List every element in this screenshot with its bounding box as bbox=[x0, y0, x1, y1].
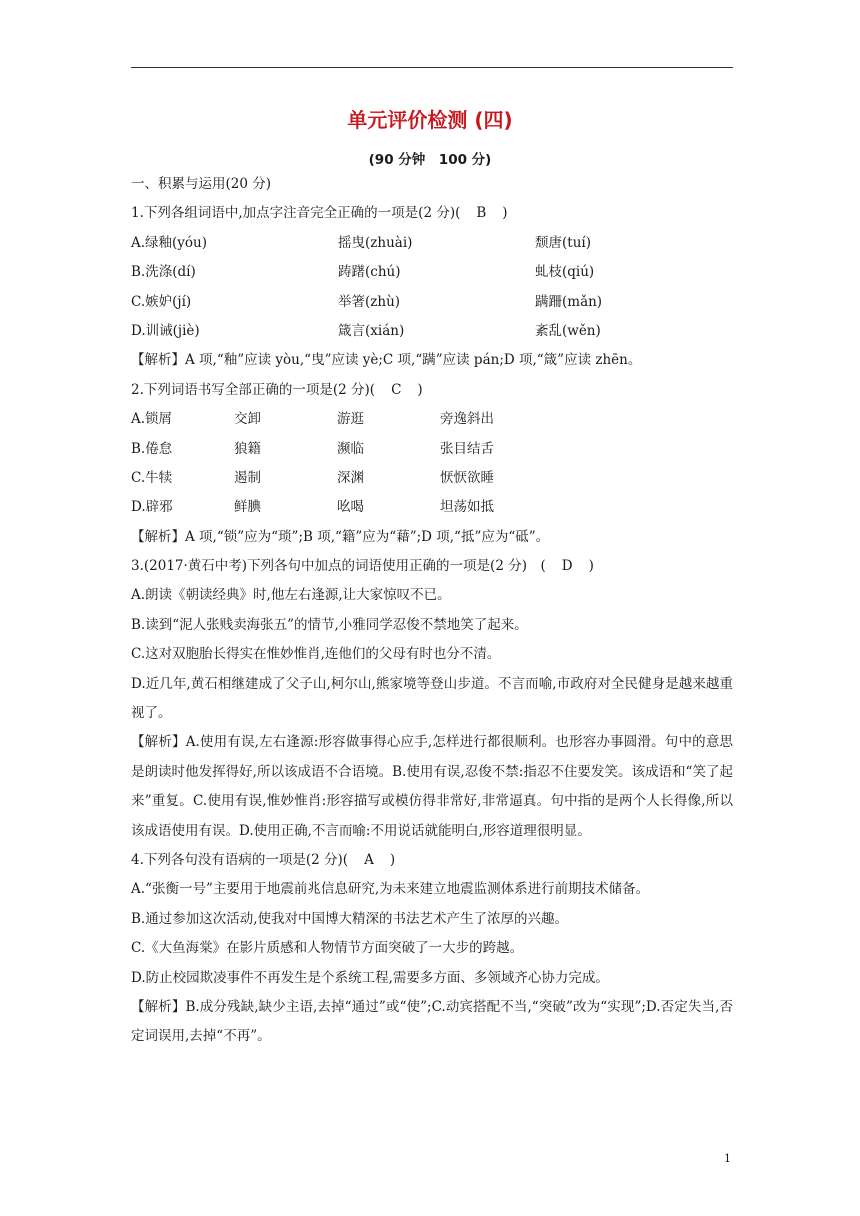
option-row: B.倦怠 狼籍 濒临 张目结舌 bbox=[131, 440, 494, 457]
option-row: D.辟邪 鲜腆 吆喝 坦荡如抵 bbox=[131, 499, 494, 516]
analysis: 【解析】B.成分残缺,缺少主语,去掉“通过”或“使”;C.动宾搭配不当,“突破”改为“实现”;D.否定失当,否定词误用,去掉“不再”。 bbox=[131, 999, 733, 1045]
option-row: A.锁屑 交卸 游逛 旁逸斜出 bbox=[131, 411, 494, 428]
page-title: 单元评价检测 (四) bbox=[347, 108, 513, 132]
analysis: 【解析】A 项,“釉”应读 yòu,“曳”应读 yè;C 项,“蹒”应读 pán;D 项,“箴”应读 zhēn。 bbox=[131, 352, 642, 369]
answer: A bbox=[364, 852, 374, 869]
option-line: B.读到“泥人张贱卖海张五”的情节,小雅同学忍俊不禁地笑了起来。 bbox=[131, 616, 528, 633]
option-row: A.绿釉(yóu) 摇曳(zhuài) 颓唐(tuí) bbox=[131, 234, 591, 251]
question-2-stem: 2.下列词语书写全部正确的一项是(2 分)( C ) bbox=[131, 376, 733, 405]
page-number: 1 bbox=[724, 1152, 731, 1165]
option-line: A.“张衡一号”主要用于地震前兆信息研究,为未来建立地震监测体系进行前期技术储备。 bbox=[131, 881, 650, 898]
option-line: A.朗读《朝读经典》时,他左右逢源,让大家惊叹不已。 bbox=[131, 587, 451, 604]
option-line: C.《大鱼海棠》在影片质感和人物情节方面突破了一大步的跨越。 bbox=[131, 940, 524, 957]
option-line: D.防止校园欺凌事件不再发生是个系统工程,需要多方面、多领域齐心协力完成。 bbox=[131, 969, 609, 986]
option-line: C.这对双胞胎长得实在惟妙惟肖,连他们的父母有时也分不清。 bbox=[131, 646, 501, 663]
question-4-stem: 4.下列各句没有语病的一项是(2 分)( A ) bbox=[131, 846, 733, 875]
analysis: 【解析】A 项,“锁”应为“琐”;B 项,“籍”应为“藉”;D 项,“抵”应为“砥”。 bbox=[131, 528, 550, 545]
answer: C bbox=[391, 381, 402, 398]
section-heading: 一、积累与运用(20 分) bbox=[131, 176, 272, 192]
page-subtitle: (90 分钟 100 分) bbox=[368, 152, 492, 168]
option-line: B.通过参加这次活动,使我对中国博大精深的书法艺术产生了浓厚的兴趣。 bbox=[131, 910, 569, 927]
option-line: D.近几年,黄石相继建成了父子山,柯尔山,熊家境等登山步道。不言而喻,市政府对全民健身是越来越重视了。 bbox=[131, 675, 733, 722]
analysis: 【解析】A.使用有误,左右逢源:形容做事得心应手,怎样进行都很顺利。也形容办事圆滑。句中的意思是朗读时他发挥得好,所以该成语不合语境。B.使用有误,忍俊不禁:指忍不住要发笑。该成语和“笑了起来”重复。C.使用有误,惟妙惟肖:形容描写或模仿得非常好,非常逼真。句中指的是两个人长得像,所以该成语使用有误。D.使用正确,不言而喻:不用说话就能明白,形容道理很明显。 bbox=[131, 734, 734, 839]
option-row: D.训诫(jiè) 箴言(xián) 紊乱(wěn) bbox=[131, 322, 601, 339]
option-row: B.洗涤(dí) 踌躇(chú) 虬枝(qiú) bbox=[131, 264, 595, 281]
question-1-stem: 1.下列各组词语中,加点字注音完全正确的一项是(2 分)( B ) bbox=[131, 199, 733, 228]
option-row: C.牛犊 遏制 深渊 恹恹欲睡 bbox=[131, 469, 494, 486]
option-row: C.嫉妒(jí) 举箸(zhù) 蹒跚(mǎn) bbox=[131, 293, 603, 310]
answer: D bbox=[561, 558, 573, 575]
question-3-stem: 3.(2017·黄石中考)下列各句中加点的词语使用正确的一项是(2 分) ( D ) bbox=[131, 552, 733, 581]
document-body bbox=[131, 170, 733, 1052]
header-rule bbox=[131, 67, 733, 68]
answer: B bbox=[476, 205, 487, 222]
